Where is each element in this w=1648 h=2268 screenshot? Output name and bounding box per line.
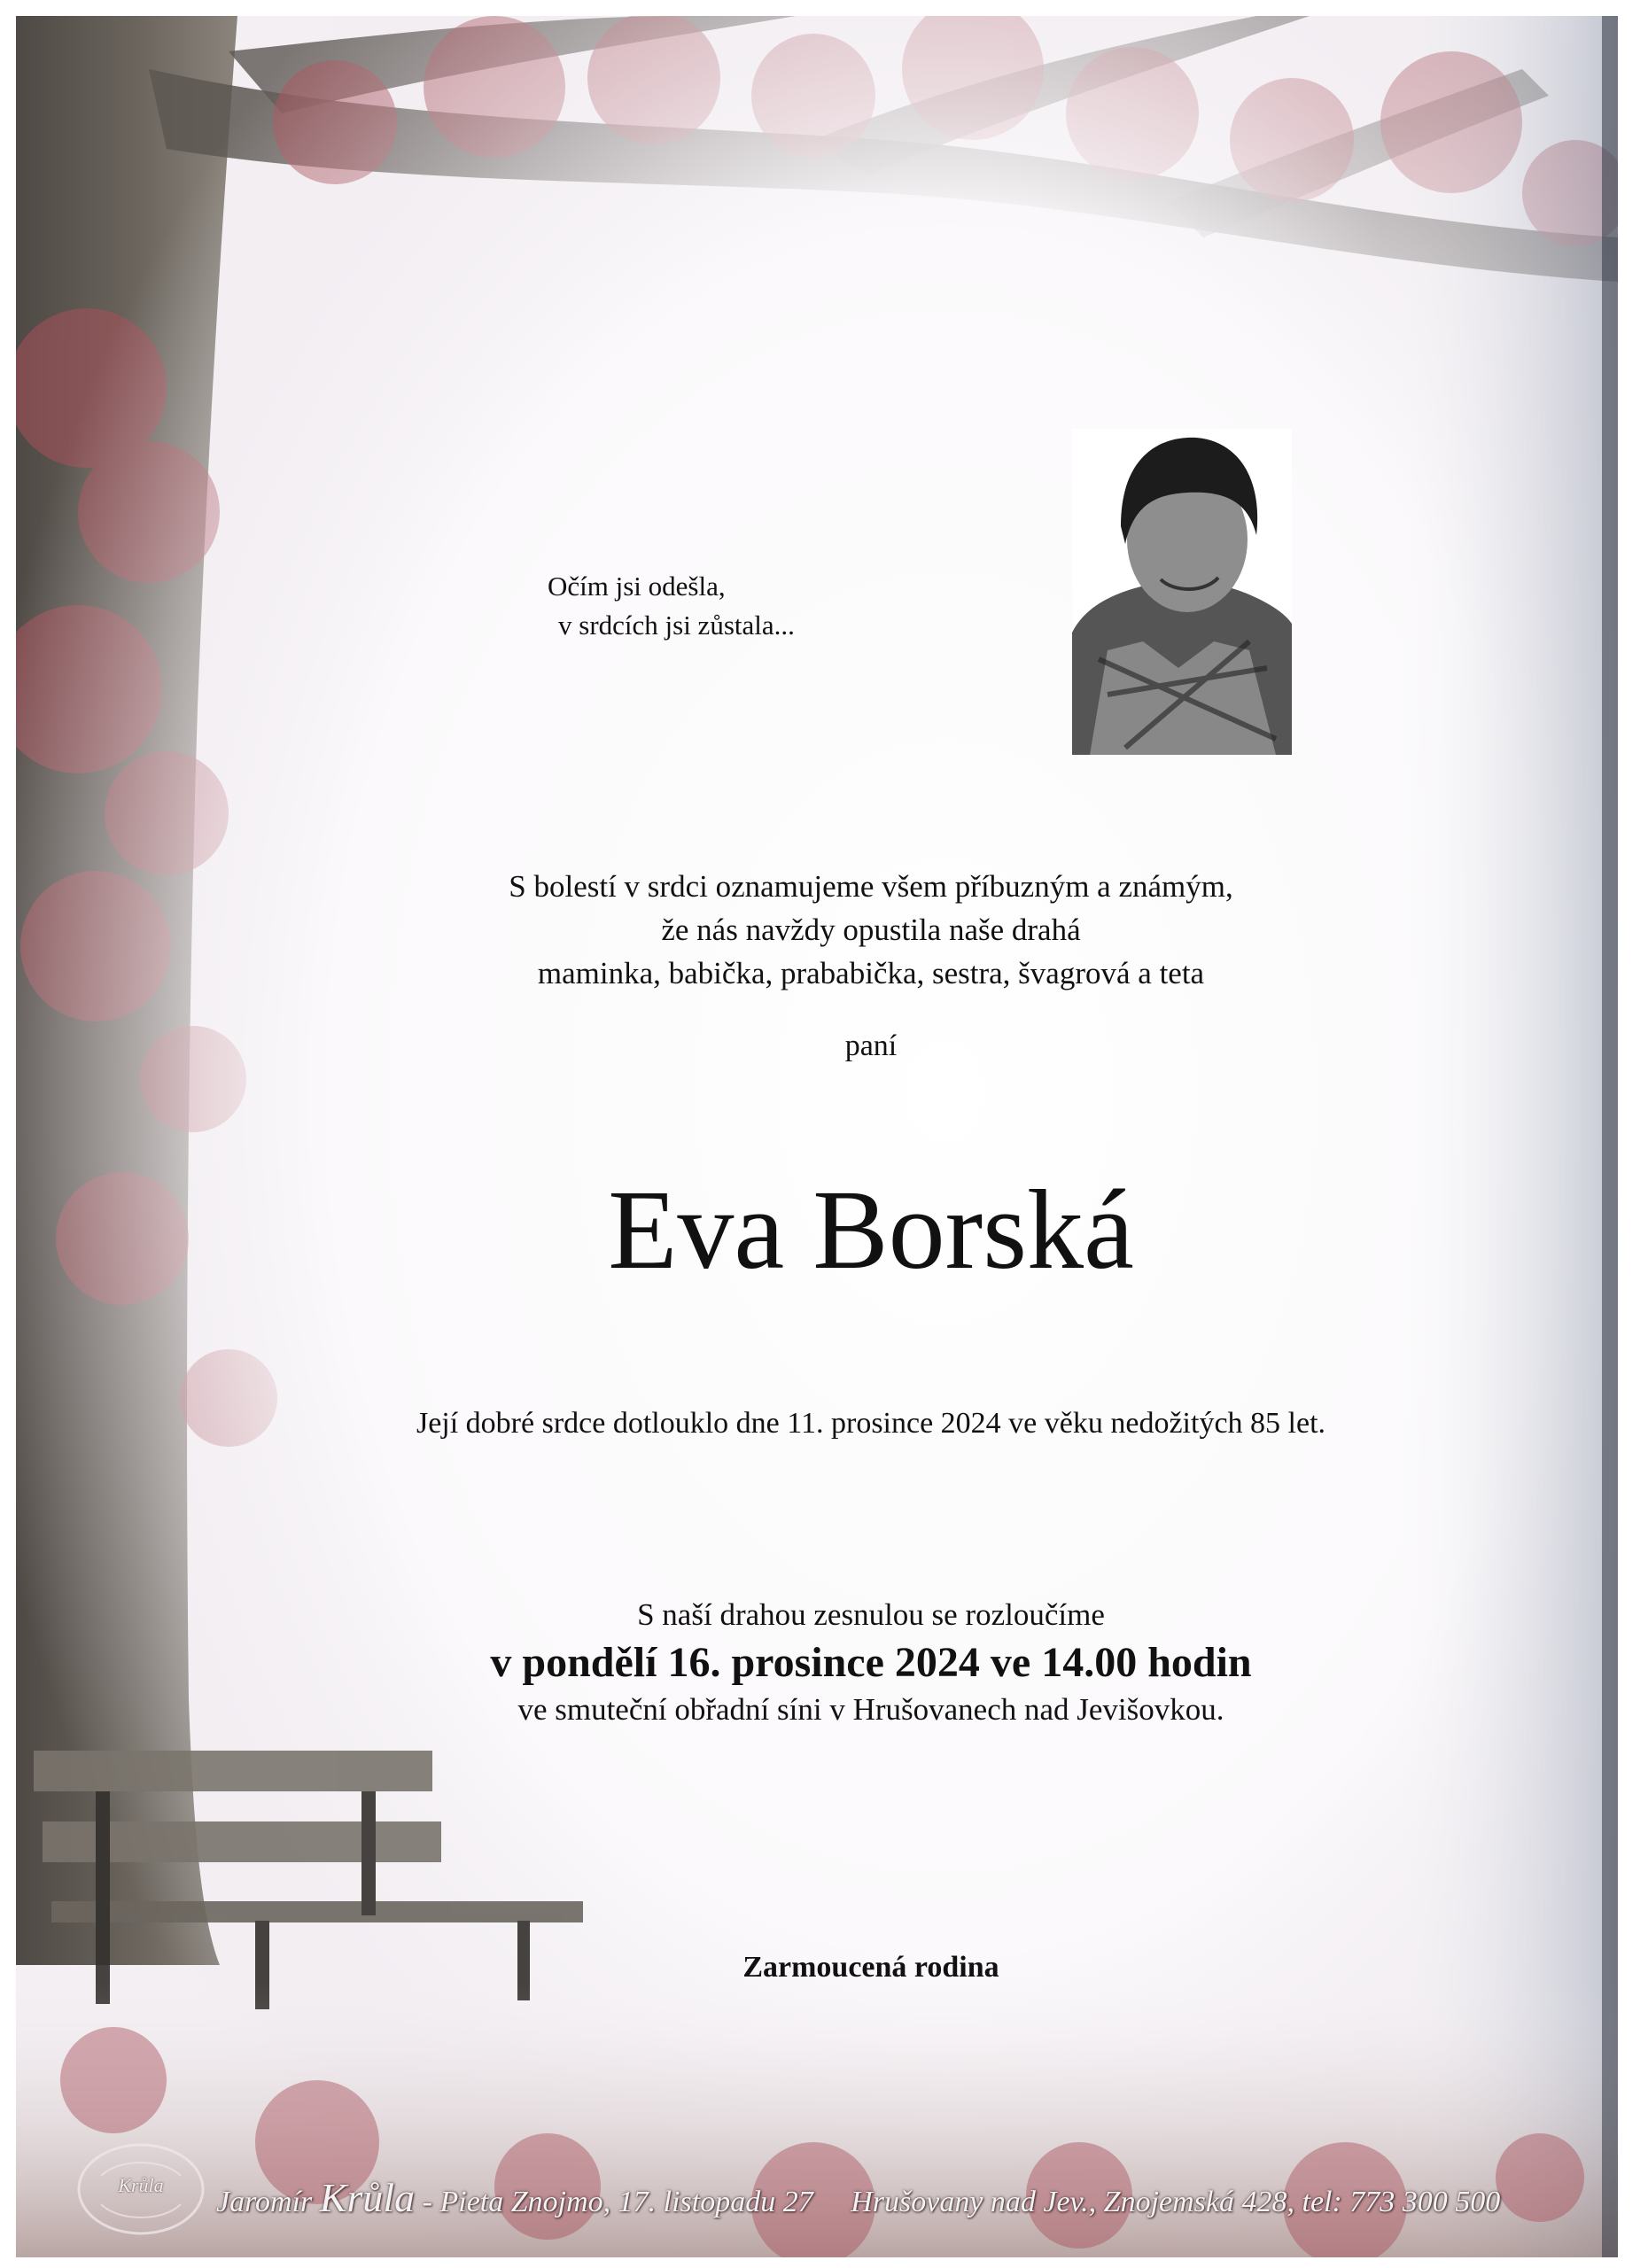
announcement-line: S bolestí v srdci oznamujeme všem příbuzným a známým, xyxy=(509,869,1233,904)
portrait-photo xyxy=(1072,429,1292,755)
logo-text: Krůla xyxy=(118,2174,164,2196)
autumn-tree-background xyxy=(16,16,1618,2257)
title-word: paní xyxy=(844,1029,898,1062)
footer-address-1: Znojmo, 17. listopadu 27 xyxy=(510,2186,813,2218)
footer xyxy=(216,2174,1598,2221)
farewell-place: ve smuteční obřadní síni v Hrušovanech nad Jevišovkou. xyxy=(517,1692,1224,1727)
motto-line-1: Očím jsi odešla, xyxy=(548,571,726,602)
deceased-name: Eva Borská xyxy=(608,1167,1134,1293)
announcement-line: maminka, babička, prababička, sestra, švagrová a teta xyxy=(537,956,1205,990)
announcement xyxy=(282,865,1460,995)
farewell-info xyxy=(282,1593,1460,1731)
funeral-service-logo xyxy=(74,2140,207,2238)
footer-pieta: - Pieta xyxy=(422,2186,504,2218)
footer-name-prefix: Jaromír xyxy=(216,2186,313,2218)
footer-address-2: Hrušovany nad Jev., Znojemská 428, tel: 773 300 500 xyxy=(851,2186,1501,2218)
portrait-photo-icon xyxy=(1072,429,1292,755)
obituary-card xyxy=(16,16,1618,2257)
farewell-intro: S naší drahou zesnulou se rozloučíme xyxy=(637,1597,1105,1632)
death-notice: Její dobré srdce dotlouklo dne 11. prosince 2024 ve věku nedožitých 85 let. xyxy=(416,1407,1326,1440)
farewell-datetime: v pondělí 16. prosince 2024 ve 14.00 hodin xyxy=(490,1639,1252,1686)
announcement-line: že nás navždy opustila naše drahá xyxy=(661,913,1081,947)
footer-brand: Krůla xyxy=(319,2175,416,2220)
motto xyxy=(548,567,902,645)
signature: Zarmoucená rodina xyxy=(742,1951,999,1984)
motto-line-2: v srdcích jsi zůstala... xyxy=(558,610,795,641)
